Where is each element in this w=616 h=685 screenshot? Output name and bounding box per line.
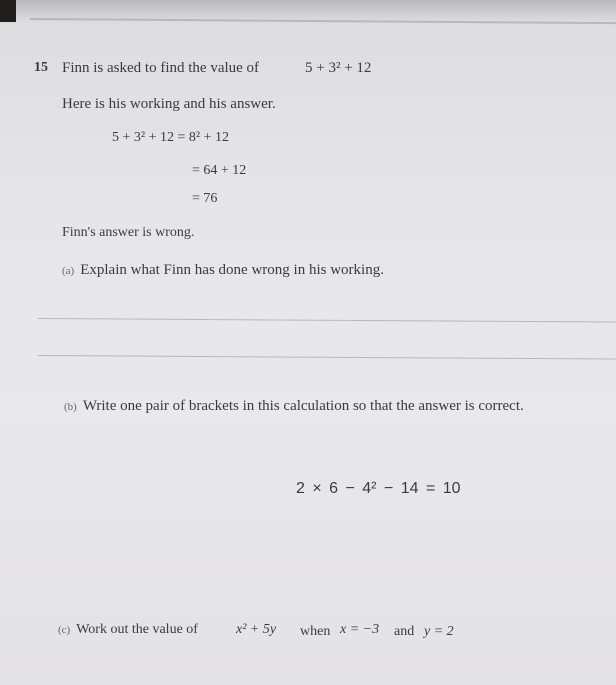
part-c-text: Work out the value of bbox=[76, 622, 198, 637]
working-line-2: = 64 + 12 bbox=[192, 163, 247, 178]
part-c-y-value: y = 2 bbox=[424, 624, 454, 639]
wrong-statement: Finn's answer is wrong. bbox=[62, 225, 195, 240]
question-number: 15 bbox=[34, 60, 48, 75]
part-b-label: (b) bbox=[64, 401, 77, 413]
part-b-question bbox=[64, 398, 524, 415]
answer-line-2[interactable] bbox=[38, 355, 616, 360]
part-c-label: (c) bbox=[58, 624, 71, 636]
part-c-x-value: x = −3 bbox=[340, 622, 380, 637]
answer-line-1[interactable] bbox=[38, 318, 616, 323]
part-a-label: (a) bbox=[62, 265, 75, 277]
part-c-when: when bbox=[300, 624, 331, 639]
working-line-1: 5 + 3² + 12 = 8² + 12 bbox=[112, 130, 229, 145]
part-c-expression: x² + 5y bbox=[236, 622, 277, 637]
part-c-question bbox=[58, 622, 198, 638]
part-b-text: Write one pair of brackets in this calculation so that the answer is correct. bbox=[82, 398, 524, 414]
page-corner-shadow bbox=[0, 0, 16, 22]
part-c-and: and bbox=[394, 624, 415, 639]
part-a-question bbox=[62, 262, 384, 279]
part-b-calculation: 2 × 6 − 4² − 14 = 10 bbox=[296, 480, 461, 497]
question-intro: Finn is asked to find the value of bbox=[62, 60, 260, 76]
part-a-text: Explain what Finn has done wrong in his working. bbox=[80, 262, 384, 278]
working-line-3: = 76 bbox=[192, 191, 218, 206]
working-intro: Here is his working and his answer. bbox=[62, 96, 276, 112]
question-expression: 5 + 3² + 12 bbox=[305, 60, 372, 76]
